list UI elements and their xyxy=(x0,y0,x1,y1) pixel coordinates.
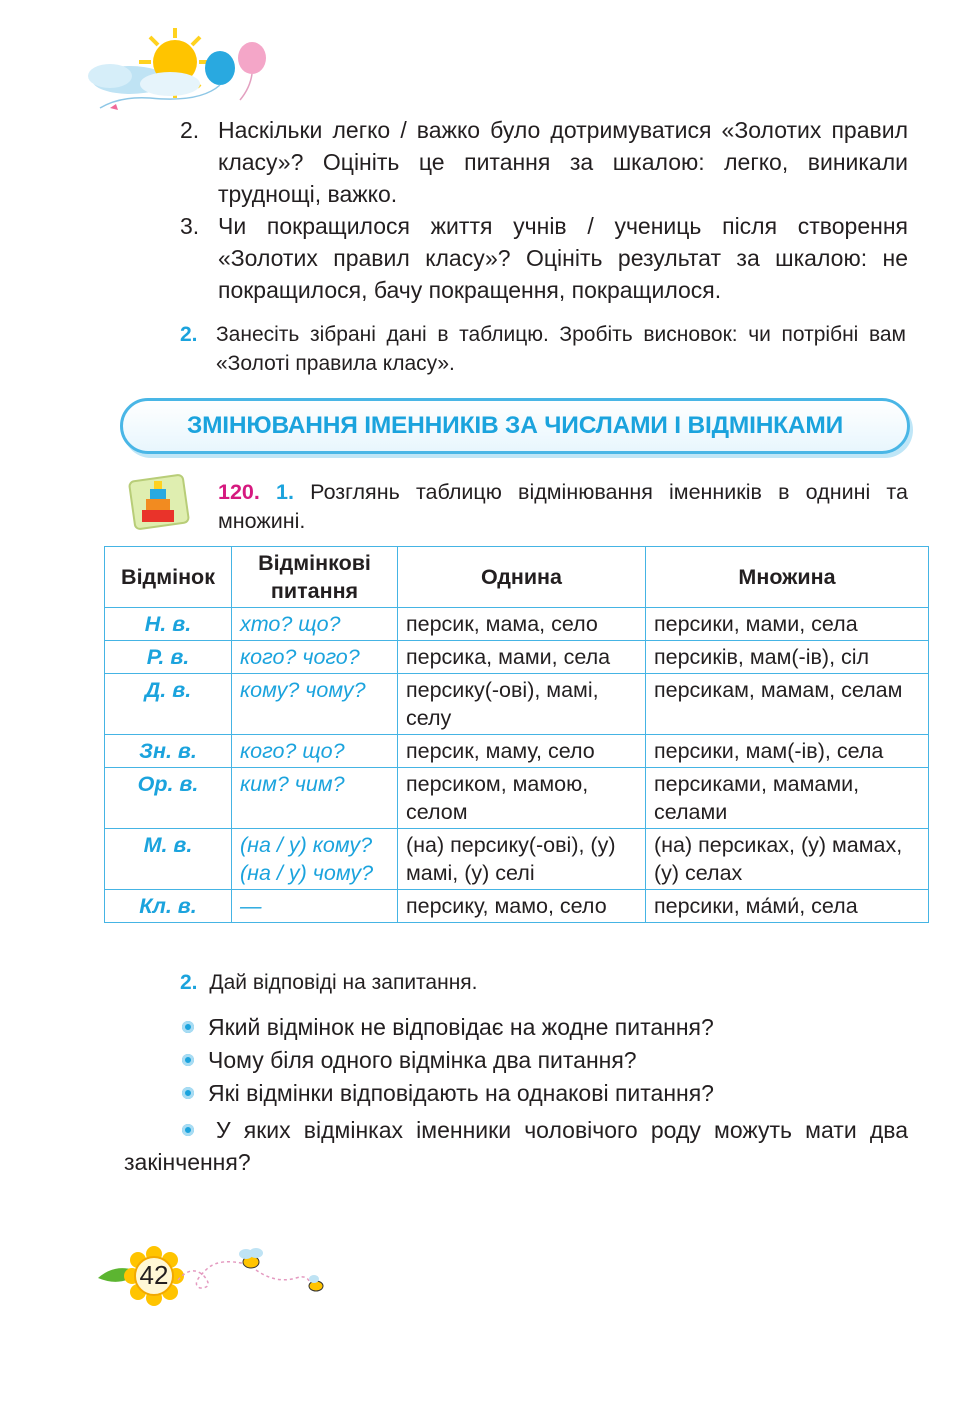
singular-forms: персик, мама, село xyxy=(398,608,646,641)
case-questions: кому? чому? xyxy=(232,674,398,735)
task-text: Занесіть зібрані дані в таблицю. Зробіть висновок: чи потрібні вам «Золоті правила класу». xyxy=(216,323,906,375)
header-singular: Однина xyxy=(398,547,646,608)
table-header-row xyxy=(105,547,929,608)
task-number: 2. xyxy=(180,323,198,346)
header-case: Відмінок xyxy=(105,547,232,608)
case-name: Ор. в. xyxy=(105,768,232,829)
case-questions: кого? чого? xyxy=(232,641,398,674)
header-questions: Відмінкові питання xyxy=(232,547,398,608)
case-questions: (на / у) кому? (на / у) чому? xyxy=(232,829,398,890)
pyramid-toy-icon xyxy=(128,474,190,530)
case-name: М. в. xyxy=(105,829,232,890)
table-row xyxy=(105,768,929,829)
table-row xyxy=(105,674,929,735)
section-title-banner xyxy=(120,398,910,454)
table-row xyxy=(105,890,929,923)
case-name: Р. в. xyxy=(105,641,232,674)
plural-forms: персики, ма́ми́, села xyxy=(646,890,929,923)
question-text: Чому біля одного відмінка два питання? xyxy=(208,1047,637,1073)
case-questions: хто? що? xyxy=(232,608,398,641)
list-number: 2. xyxy=(180,117,200,143)
singular-forms: персиком, мамою, селом xyxy=(398,768,646,829)
task-block xyxy=(180,968,478,997)
plural-forms: персикам, мамам, селам xyxy=(646,674,929,735)
case-name: Кл. в. xyxy=(105,890,232,923)
task-number: 2. xyxy=(180,971,198,994)
singular-forms: (на) персику(-ові), (у) мамі, (у) селі xyxy=(398,829,646,890)
case-name: Н. в. xyxy=(105,608,232,641)
plural-forms: персики, мам(-ів), села xyxy=(646,735,929,768)
plural-forms: персиками, мамами, селами xyxy=(646,768,929,829)
case-questions: кого? що? xyxy=(232,735,398,768)
bullet-icon xyxy=(182,1087,194,1099)
list-text: Чи покращилося життя учнів / учениць після створення «Золотих правил класу»? Оцініть результат за шкалою: не покращилося, бачу покращення, покращилося. xyxy=(218,213,908,303)
table-row xyxy=(105,735,929,768)
page-number: 42 xyxy=(139,1260,169,1290)
sun-balloons-icon xyxy=(80,28,290,128)
list-text: Наскільки легко / важко було дотримуватися «Золотих правил класу»? Оцініть це питання за шкалою: легко, виникали труднощі, важко. xyxy=(218,117,908,207)
list-number: 3. xyxy=(180,213,200,239)
bullet-icon xyxy=(182,1054,194,1066)
singular-forms: персика, мами, села xyxy=(398,641,646,674)
question-text: Який відмінок не відповідає на жодне питання? xyxy=(208,1014,714,1040)
exercise-number: 120. xyxy=(218,480,260,504)
declension-table xyxy=(104,546,929,923)
question-text: Які відмінки відповідають на однакові питання? xyxy=(208,1080,714,1106)
case-name: Зн. в. xyxy=(105,735,232,768)
task-text: Дай відповіді на запитання. xyxy=(209,971,478,994)
plural-forms: персики, мами, села xyxy=(646,608,929,641)
singular-forms: персику(-ові), мамі, селу xyxy=(398,674,646,735)
question-text: У яких відмінках іменники чоловічого роду можуть мати два закінчення? xyxy=(124,1117,908,1175)
exercise-instruction xyxy=(218,478,908,536)
exercise-text: Розглянь таблицю відмінювання іменників в однині та множині. xyxy=(218,480,908,533)
flower-bee-icon xyxy=(96,1244,336,1306)
case-questions: — xyxy=(232,890,398,923)
exercise-subnumber: 1. xyxy=(276,480,294,504)
header-plural: Множина xyxy=(646,547,929,608)
singular-forms: персику, мамо, село xyxy=(398,890,646,923)
case-name: Д. в. xyxy=(105,674,232,735)
section-title: ЗМІНЮВАННЯ ІМЕННИКІВ ЗА ЧИСЛАМИ І ВІДМІНКАМИ xyxy=(186,412,844,439)
case-questions: ким? чим? xyxy=(232,768,398,829)
table-row xyxy=(105,829,929,890)
plural-forms: персиків, мам(-ів), сіл xyxy=(646,641,929,674)
table-row xyxy=(105,641,929,674)
plural-forms: (на) персиках, (у) мамах, (у) селах xyxy=(646,829,929,890)
singular-forms: персик, маму, село xyxy=(398,735,646,768)
table-row xyxy=(105,608,929,641)
bullet-icon xyxy=(182,1021,194,1033)
